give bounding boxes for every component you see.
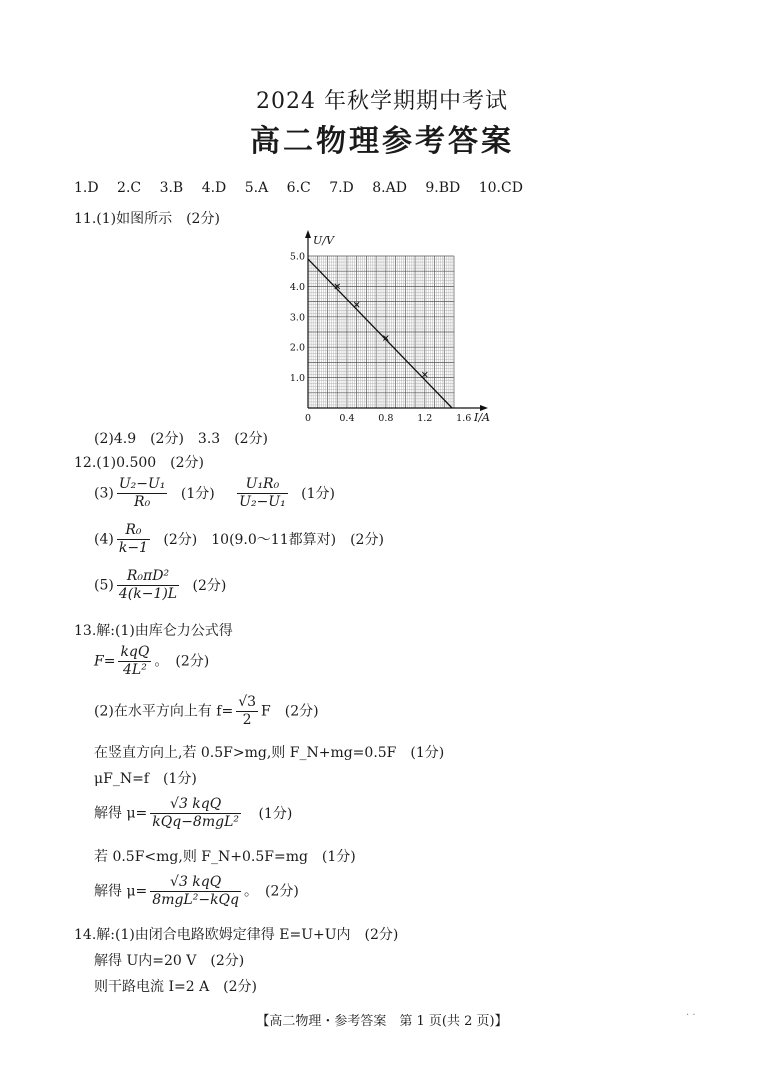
formula-prefix: 解得 μ= — [94, 805, 148, 822]
y-axis-arrow — [305, 230, 311, 238]
q13-line4: 在竖直方向上,若 0.5F>mg,则 F_N+mg=0.5F (1分) — [94, 745, 445, 761]
fraction-denominator: 2 — [242, 712, 252, 728]
exam-title: 2024 年秋学期期中考试 — [256, 89, 508, 114]
fraction-numerator: √3 kqQ — [150, 796, 241, 814]
choice-answer: 3.B — [159, 180, 184, 196]
fraction — [117, 476, 168, 511]
x-tick-label: 0 — [304, 413, 312, 424]
x-axis-label: I/A — [474, 411, 490, 424]
fraction — [237, 476, 288, 511]
y-tick-label: 1.0 — [289, 373, 305, 385]
q13-line7: 若 0.5F<mg,则 F_N+0.5F=mg (1分) — [94, 849, 356, 865]
q12-part4 — [94, 522, 384, 557]
q11-part1: 11.(1)如图所示 (2分) — [74, 211, 220, 227]
q12-part1: 12.(1)0.500 (2分) — [74, 455, 205, 471]
choice-answer: 6.C — [286, 180, 311, 196]
choice-answer: 1.D — [74, 180, 99, 196]
score: (1分) — [258, 805, 293, 822]
y-tick-label: 2.0 — [289, 342, 305, 354]
score: (2分) — [192, 577, 227, 594]
fraction — [150, 874, 241, 909]
q12-part5 — [94, 568, 226, 603]
formula-prefix: (2)在水平方向上有 f= — [94, 703, 234, 720]
fraction — [118, 644, 151, 679]
formula-prefix: F= — [94, 653, 116, 670]
fraction-denominator: 8mgL²−kQq — [152, 892, 239, 908]
x-tick-label: 1.2 — [417, 413, 433, 424]
page-footer: 【高二物理・参考答案 第 1 页(共 2 页)】 — [256, 1014, 508, 1029]
q13-line2 — [94, 644, 209, 679]
choice-answer: 8.AD — [372, 180, 407, 196]
y-axis-label: U/V — [313, 234, 334, 247]
fraction-numerator: kqQ — [120, 644, 150, 660]
graph-grid — [308, 256, 454, 408]
formula-prefix: 解得 μ= — [94, 883, 148, 900]
choice-answer: 5.A — [244, 180, 269, 196]
q13-line6 — [94, 796, 292, 831]
q11-part2: (2)4.9 (2分) 3.3 (2分) — [94, 431, 269, 447]
score: (2分) 10(9.0～11都算对) (2分) — [163, 531, 384, 548]
part-label: (4) — [94, 531, 114, 548]
fraction — [150, 796, 241, 831]
score: 。 (2分) — [154, 653, 210, 670]
score: (1分) — [301, 485, 336, 502]
score: 。 (2分) — [244, 883, 299, 900]
score: F (2分) — [261, 703, 319, 720]
choice-answer: 2.C — [117, 180, 142, 196]
q14-line2: 解得 U内=20 V (2分) — [94, 953, 245, 969]
choice-answer: 7.D — [329, 180, 354, 196]
q14-line1: 14.解:(1)由闭合电路欧姆定律得 E=U+U内 (2分) — [74, 927, 399, 943]
u-i-graph — [270, 228, 520, 424]
fraction-numerator: R₀ — [117, 522, 150, 540]
fraction-denominator: 4(k−1)L — [118, 586, 178, 602]
choice-answer: 9.BD — [425, 180, 461, 196]
fraction-numerator: R₀πD² — [117, 568, 179, 586]
fraction — [117, 522, 150, 557]
fraction-numerator: U₁R₀ — [237, 476, 288, 494]
fraction — [117, 568, 179, 603]
q13-line8 — [94, 874, 299, 909]
x-tick-label: 1.6 — [456, 413, 472, 424]
score: (1分) — [180, 485, 215, 502]
q14-line3: 则干路电流 I=2 A (2分) — [94, 979, 258, 995]
fraction-denominator: U₂−U₁ — [239, 494, 286, 510]
q13-line5: μF_N=f (1分) — [94, 771, 197, 787]
part-label: (3) — [94, 485, 114, 502]
y-tick-label: 4.0 — [289, 281, 305, 293]
q13-line1: 13.解:(1)由库仑力公式得 — [74, 623, 233, 639]
y-tick-label: 3.0 — [289, 312, 305, 324]
fraction-numerator: U₂−U₁ — [118, 476, 166, 492]
answer-title: 高二物理参考答案 — [250, 124, 514, 159]
fraction-denominator: kQq−8mgL² — [152, 814, 239, 830]
fraction-numerator: √3 kqQ — [150, 874, 241, 892]
part-label: (5) — [94, 577, 114, 594]
y-tick-label: 5.0 — [289, 251, 305, 263]
fraction-denominator: R₀ — [134, 494, 151, 510]
choice-answer: 10.CD — [478, 180, 523, 196]
fraction-numerator: √3 — [238, 694, 257, 710]
fraction-denominator: 4L² — [123, 662, 147, 678]
corner-mark: · · — [686, 1010, 696, 1021]
choice-answers — [74, 180, 523, 196]
fraction-denominator: k−1 — [118, 540, 148, 556]
q13-line3 — [94, 694, 319, 729]
q12-part3 — [94, 476, 335, 511]
x-tick-label: 0.8 — [378, 413, 394, 424]
choice-answer: 4.D — [201, 180, 227, 196]
fraction — [236, 694, 258, 729]
x-tick-label: 0.4 — [339, 413, 355, 424]
